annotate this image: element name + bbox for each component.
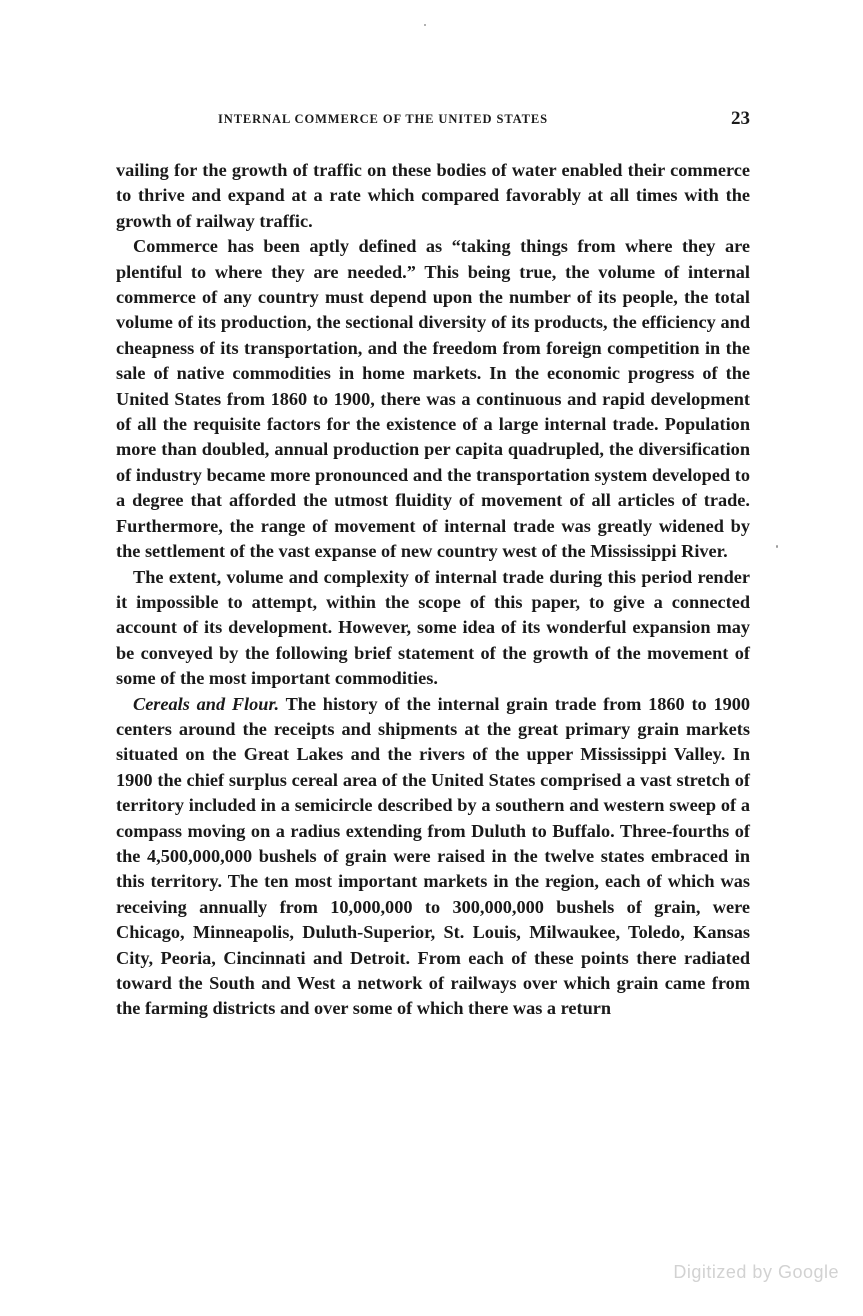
running-head: INTERNAL COMMERCE OF THE UNITED STATES bbox=[218, 112, 548, 126]
paragraph: The extent, volume and complexity of internal trade during this period render it impossible to attempt, within the scope of this paper, to give a connected account of its development. However, some idea of its wonderful expansion may be conveyed by the following brief statement of the growth of the movement of some of the most important commodities. bbox=[116, 566, 750, 689]
paragraph: Cereals and Flour. The history of the internal grain trade from 1860 to 1900 centers around the receipts and shipments at the great primary grain markets situated on the Great Lakes and the rivers of the upper Mississippi Valley. In 1900 the chief surplus cereal area of the United States comprised a vast stretch of territory included in a semicircle described by a southern and western sweep of a compass moving on a radius extending from Duluth to Buffalo. Three-fourths of the 4,500,000,000 bushels of grain were raised in the twelve states embraced in this territory. The ten most important markets in the region, each of which was receiving annually from 10,000,000 to 300,000,000 bushels of grain, were Chicago, Minneapolis, Duluth-Superior, St. Louis, Milwaukee, Toledo, Kansas City, Peoria, Cincinnati and Detroit. From each of these points there radiated toward the South and West a network of railways over which grain came from the farming districts and over some of which there was a return bbox=[116, 693, 751, 1019]
page-header bbox=[118, 108, 750, 134]
body-text bbox=[116, 158, 750, 1022]
digitized-watermark: Digitized by Google bbox=[673, 1262, 839, 1282]
paragraph: vailing for the growth of traffic on these bodies of water enabled their commerce to thrive and expand at a rate which compared favorably at all times with the growth of railway traffic. bbox=[116, 160, 750, 231]
section-run-in-heading: Cereals and Flour. bbox=[133, 693, 280, 714]
scan-speck bbox=[424, 24, 426, 26]
page-number: 23 bbox=[731, 108, 750, 129]
scan-speck bbox=[776, 545, 778, 548]
paragraph: Commerce has been aptly defined as “taking things from where they are plentiful to where they are needed.” This being true, the volume of internal commerce of any country must depend upon the number of its people, the total volume of its production, the sectional diversity of its products, the efficiency and cheapness of its transportation, and the freedom from foreign competition in the sale of native commodities in home markets. In the economic progress of the United States from 1860 to 1900, there was a continuous and rapid development of all the requisite factors for the existence of a large internal trade. Population more than doubled, annual production per capita quadrupled, the diversification of industry became more pronounced and the transportation system developed to a degree that afforded the utmost fluidity of movement of all articles of trade. Furthermore, the range of movement of internal trade was greatly widened by the settlement of the vast expanse of new country west of the Mississippi River. bbox=[116, 236, 750, 562]
